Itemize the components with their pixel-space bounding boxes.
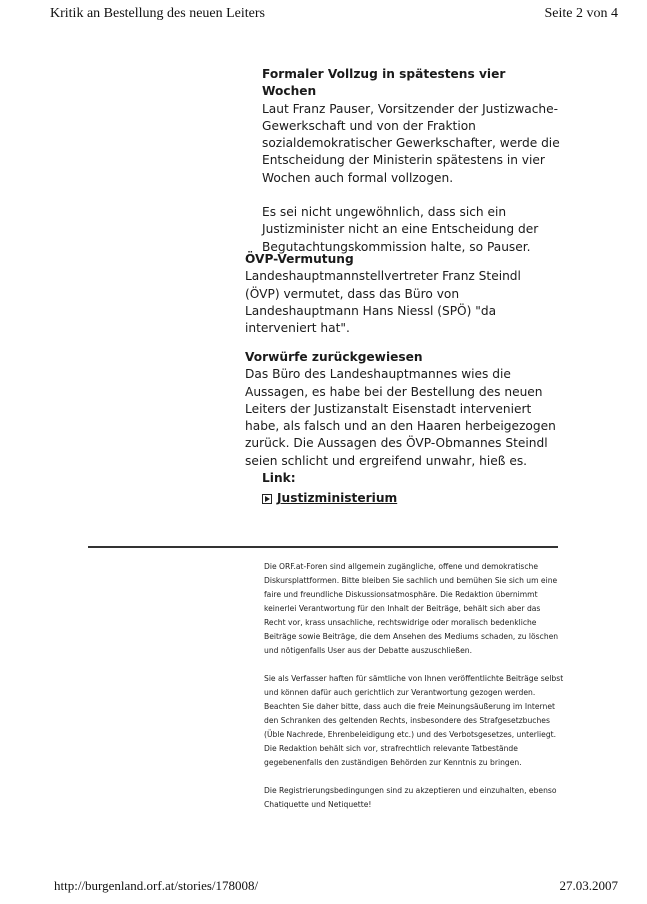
links-label: Link: (262, 471, 296, 485)
print-footer-date: 27.03.2007 (559, 878, 618, 893)
link-item[interactable] (262, 490, 462, 507)
section-paragraph: Laut Franz Pauser, Vorsitzender der Justizwache-Gewerkschaft und von der Fraktion sozialdemokratischer Gewerkschafter, werde die Entscheidung der Ministerin spätestens in vier Wochen auch formal vollzogen. (262, 101, 560, 185)
section-paragraph: Das Büro des Landeshauptmannes wies die Aussagen, es habe bei der Bestellung des neuen Leiters der Justizanstalt Eisenstadt interveniert habe, als falsch und an den Haaren herbeigezogen zurück. Die Aussagen des ÖVP-Obmannes Steindl seien schlicht und ergreifend unwahr, hieß es. (245, 367, 556, 468)
print-header-title: Kritik an Bestellung des neuen Leiters (50, 6, 265, 21)
divider (88, 546, 558, 548)
section-paragraph: Landeshauptmannstellvertreter Franz Steindl (ÖVP) vermutet, dass das Büro von Landeshauptmann Hans Niessl (SPÖ) "da interveniert hat". (245, 269, 521, 336)
section-heading: Formaler Vollzug in spätestens vier Wochen (262, 67, 506, 99)
print-footer-url: http://burgenland.orf.at/stories/178008/ (54, 878, 259, 893)
forum-paragraph: Die Registrierungsbedingungen sind zu akzeptieren und einzuhalten, ebenso Chatiquette und Netiquette! (264, 786, 557, 809)
forum-paragraph: Sie als Verfasser haften für sämtliche von Ihnen veröffentlichte Beiträge selbst und können dafür auch gerichtlich zur Verantwortung gezogen werden. Beachten Sie daher bitte, dass auch die freie Meinungsäußerung im Internet den Schranken des geltenden Rechts, insbesondere des Strafgesetzbuches (Üble Nachrede, Ehrenbeleidigung etc.) und des Verbotsgesetzes, unterliegt. Die Redaktion behält sich vor, strafrechtlich relevante Tatbestände gegebenenfalls den zuständigen Behörden zur Kenntnis zu bringen. (264, 674, 564, 767)
article-section (262, 66, 562, 256)
section-heading: Vorwürfe zurückgewiesen (245, 350, 423, 364)
forum-notice (264, 560, 564, 812)
link-justizministerium[interactable]: Justizministerium (277, 491, 398, 506)
section-paragraph: Es sei nicht ungewöhnlich, dass sich ein Justizminister nicht an eine Entscheidung der Begutachtungskommission halte, so Pauser. (262, 205, 539, 254)
forum-paragraph: Die ORF.at-Foren sind allgemein zugängliche, offene und demokratische Diskursplattformen. Bitte bleiben Sie sachlich und bemühen Sie sich um eine faire und freundliche Diskussionsatmosphäre. Die Redaktion übernimmt keinerlei Verantwortung für den Inhalt der Beiträge, behält sich aber das Recht vor, krass unsachliche, rechtswidrige oder moralisch bedenkliche Beiträge sowie Beiträge, die dem Ansehen des Mediums schaden, zu löschen und nötigenfalls User aus der Debatte auszuschließen. (264, 562, 559, 655)
play-box-icon (262, 494, 272, 504)
article-section (245, 251, 555, 337)
print-header-page-number: Seite 2 von 4 (544, 6, 618, 21)
section-heading: ÖVP-Vermutung (245, 252, 354, 266)
links-box (262, 470, 462, 508)
article-section (245, 349, 565, 470)
